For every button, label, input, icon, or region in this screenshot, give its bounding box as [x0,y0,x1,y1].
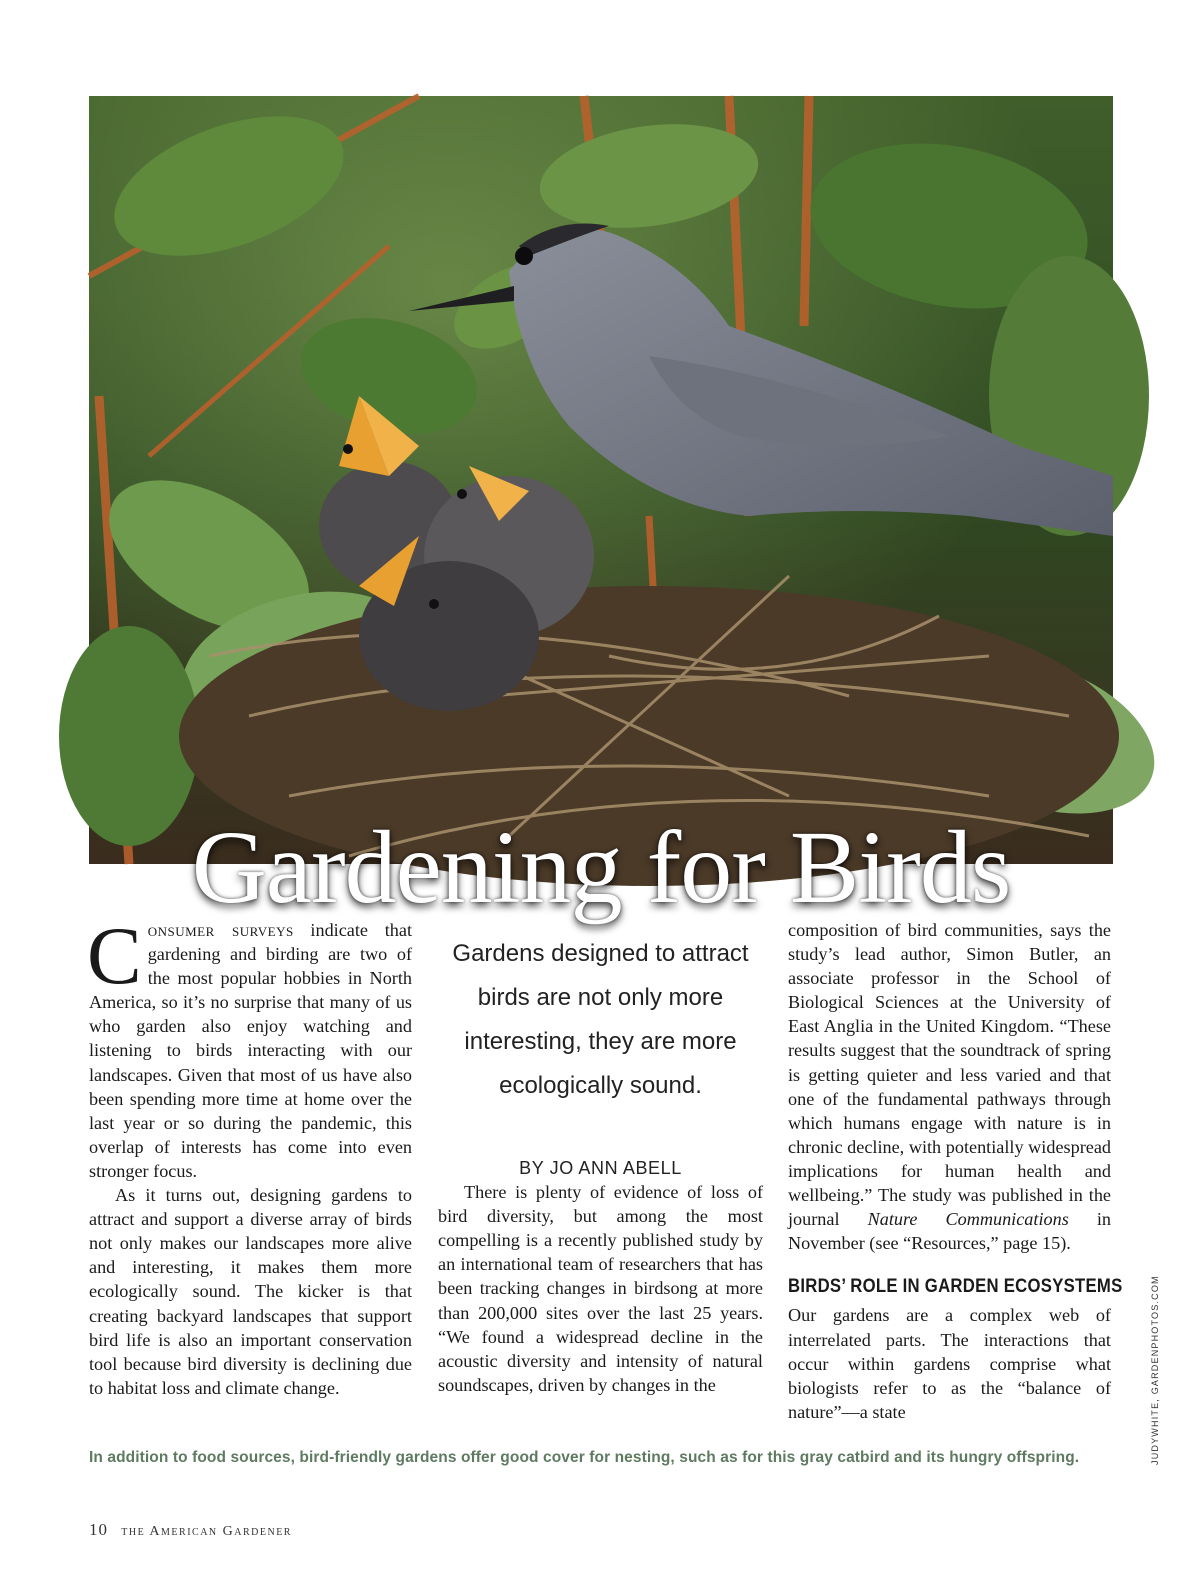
paragraph-3-overflow: composition of bird communities, says the study’s lead author, Simon Butler, an associate professor in the School of Biological Sciences at the University of East Anglia in the United Kingdom. “These results suggest that the soundtrack of spring is getting quieter and less varied and that one of the fundamental pathways through which humans engage with nature is in chronic decline, with potentially widespread implications for human health and wellbeing.” The study was published in the journal [788,920,1111,1230]
lead-in: onsumer surveys [147,920,294,940]
magazine-name: the American Gardener [121,1524,292,1539]
photo-caption: In addition to food sources, bird-friendly gardens offer good cover for nesting, such as for this gray catbird and its hungry offspring. [89,1449,1080,1466]
paragraph-3-end: in November (see “Resources,” page 15). [788,1209,1111,1254]
photo-credit: JUDYWHITE, GARDENPHOTOS.COM [1150,1275,1160,1465]
paragraph-2: As it turns out, designing gardens to attract and support a diverse array of birds not only makes our landscapes more alive and interesting, it makes them more ecologically sound. The kicker is that creating backyard landscapes that support bird life is also an important conservation tool because bird diversity is declining due to habitat loss and climate change. [89,1185,412,1398]
paragraph-3-continued [788,918,1111,1255]
hero-photo [89,96,1113,925]
journal-name: Nature Communications [867,1209,1069,1230]
pull-quote: Gardens designed to attract birds are not only more interesting, they are more ecologically sound. [452,940,749,1099]
column-2 [438,918,763,1397]
paragraph-3 [438,1180,763,1397]
paragraph-3-text: There is plenty of evidence of loss of bird diversity, but among the most compelling is a recently published study by an international team of researchers that has been tracking changes in birdsong at more than 200,000 sites over the last 25 years. “We found a widespread decline in the acoustic diversity and intensity of natural soundscapes, driven by changes in the [438,1182,763,1395]
page-number: 10 [89,1520,108,1539]
drop-cap: C [87,910,142,1001]
section-heading: BIRDS’ ROLE IN GARDEN ECOSYSTEMS [788,1276,1123,1298]
paragraph-4: Our gardens are a complex web of interrelated parts. The interactions that occur within gardens comprise what biologists refer to as the “balance of nature”—a state [788,1305,1111,1422]
column-3 [788,918,1123,1424]
byline: BY JO ANN ABELL [519,1158,682,1178]
paragraph-intro [87,910,412,1183]
catbird-nest-illustration [89,96,1113,864]
paragraph-intro-text: indicate that gardening and birding are two of the most popular hobbies in North America, so it’s no surprise that many of us who garden also enjoy watching and listening to birds interacting with our landscapes. Given that most of us have also been spending more time at home over the last year or so during the pandemic, this overlap of interests has come into even stronger focus. [89,920,412,1181]
article-title: Gardening for Birds [191,810,1011,925]
page-footer [89,1520,292,1540]
column-1 [87,910,412,1400]
